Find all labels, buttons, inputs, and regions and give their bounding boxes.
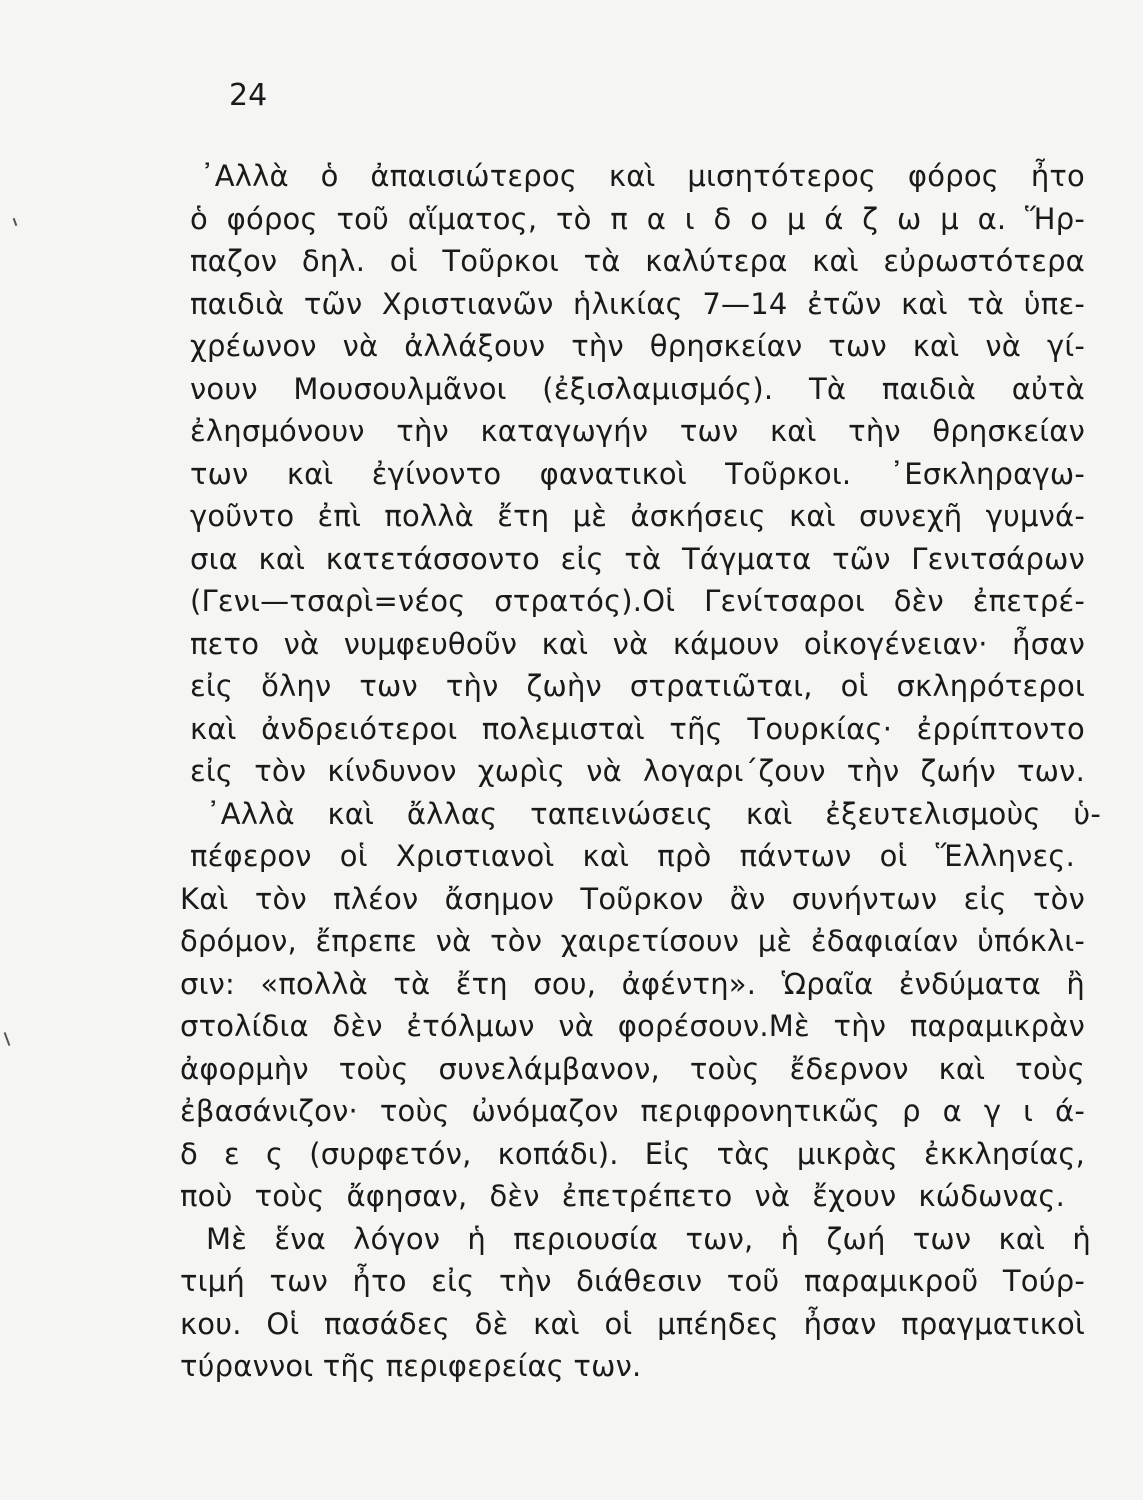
scan-mark (4, 1032, 11, 1046)
text-line: ἐβασάνιζον· τοὺς ὠνόμαζον περιφρονητικῶς ρ α γ ι ά- (180, 1094, 1085, 1128)
text-line: στολίδια δὲν ἐτόλμων νὰ φορέσουν.Μὲ τὴν παραμικρὰν (180, 1009, 1085, 1043)
text-line: παιδιὰ τῶν Χριστιανῶν ἡλικίας 7—14 ἐτῶν καὶ τὰ ὑπε- (190, 286, 1085, 321)
text-line: καὶ ἀνδρειότεροι πολεμισταὶ τῆς Τουρκίας· ἐρρίπτοντο (190, 711, 1085, 746)
text-line: εἰς ὅλην των τὴν ζωὴν στρατιῶται, οἱ σκληρότεροι (190, 669, 1085, 703)
text-line: ἐλησμόνουν τὴν καταγωγήν των καὶ τὴν θρησκείαν (190, 414, 1085, 448)
text-line: πετο νὰ νυμφευθοῦν καὶ νὰ κάμουν οἰκογένειαν· ἦσαν (190, 626, 1085, 661)
text-line: σιν: «πολλὰ τὰ ἔτη σου, ἀφέντη». Ὡραῖα ἐνδύματα ἢ (180, 966, 1085, 1001)
text-line: σια καὶ κατετάσσοντο εἰς τὰ Τάγματα τῶν Γενιτσάρων (190, 541, 1085, 576)
text-line: τύραννοι τῆς περιφερείας των. (180, 1349, 642, 1383)
text-line: Καὶ τὸν πλέον ἄσημον Τοῦρκον ἂν συνήντων εἰς τὸν (180, 881, 1085, 916)
text-line: πέφερον οἱ Χριστιανοὶ καὶ πρὸ πάντων οἱ Ἕλληνες. (190, 839, 1075, 873)
text-line: εἰς τὸν κίνδυνον χωρὶς νὰ λογαρι΄ζουν τὴν ζωήν των. (190, 754, 1085, 788)
text-line: ᾿Αλλὰ καὶ ἄλλας ταπεινώσεις καὶ ἐξευτελισμοὺς ὑ- (206, 796, 1101, 831)
page-number: 24 (229, 78, 268, 113)
text-line: Μὲ ἕνα λόγον ἡ περιουσία των, ἡ ζωή των καὶ ἡ (206, 1221, 1091, 1256)
text-line: δ ε ς (συρφετόν, κοπάδι). Εἰς τὰς μικρὰς ἐκκλησίας, (180, 1136, 1085, 1171)
text-line: παζον δηλ. οἱ Τοῦρκοι τὰ καλύτερα καὶ εὐρωστότερα (190, 244, 1085, 278)
text-line: γοῦντο ἐπὶ πολλὰ ἔτη μὲ ἀσκήσεις καὶ συνεχῆ γυμνά- (190, 499, 1085, 533)
text-line: ἀφορμὴν τοὺς συνελάμβανον, τοὺς ἔδερνον καὶ τοὺς (180, 1051, 1085, 1086)
text-line: νουν Μουσουλμᾶνοι (ἐξισλαμισμός). Τὰ παιδιὰ αὐτὰ (190, 371, 1085, 406)
text-line: ᾿Αλλὰ ὁ ἀπαισιώτερος καὶ μισητότερος φόρος ἦτο (200, 159, 1085, 193)
text-line: ποὺ τοὺς ἄφησαν, δὲν ἐπετρέπετο νὰ ἔχουν κώδωνας. (180, 1179, 1065, 1213)
text-line: δρόμον, ἔπρεπε νὰ τὸν χαιρετίσουν μὲ ἐδαφιαίαν ὑπόκλι- (180, 924, 1085, 958)
text-line: τιμή των ἦτο εἰς τὴν διάθεσιν τοῦ παραμικροῦ Τούρ- (180, 1264, 1085, 1298)
text-line: ὁ φόρος τοῦ αἵματος, τὸ π α ι δ ο μ ά ζ ω μ α. Ἥρ- (190, 201, 1085, 236)
text-line: χρέωνον νὰ ἀλλάξουν τὴν θρησκείαν των καὶ νὰ γί- (190, 329, 1085, 363)
text-line: κου. Οἱ πασάδες δὲ καὶ οἱ μπέηδες ἦσαν πραγματικοὶ (180, 1306, 1085, 1341)
body-text (180, 155, 1101, 1388)
scan-mark (13, 218, 18, 226)
text-line: των καὶ ἐγίνοντο φανατικοὶ Τοῦρκοι. ᾿Εσκληραγω- (190, 456, 1085, 491)
text-line: (Γενι—τσαρὶ=νέος στρατός).Οἱ Γενίτσαροι δὲν ἐπετρέ- (190, 584, 1085, 618)
